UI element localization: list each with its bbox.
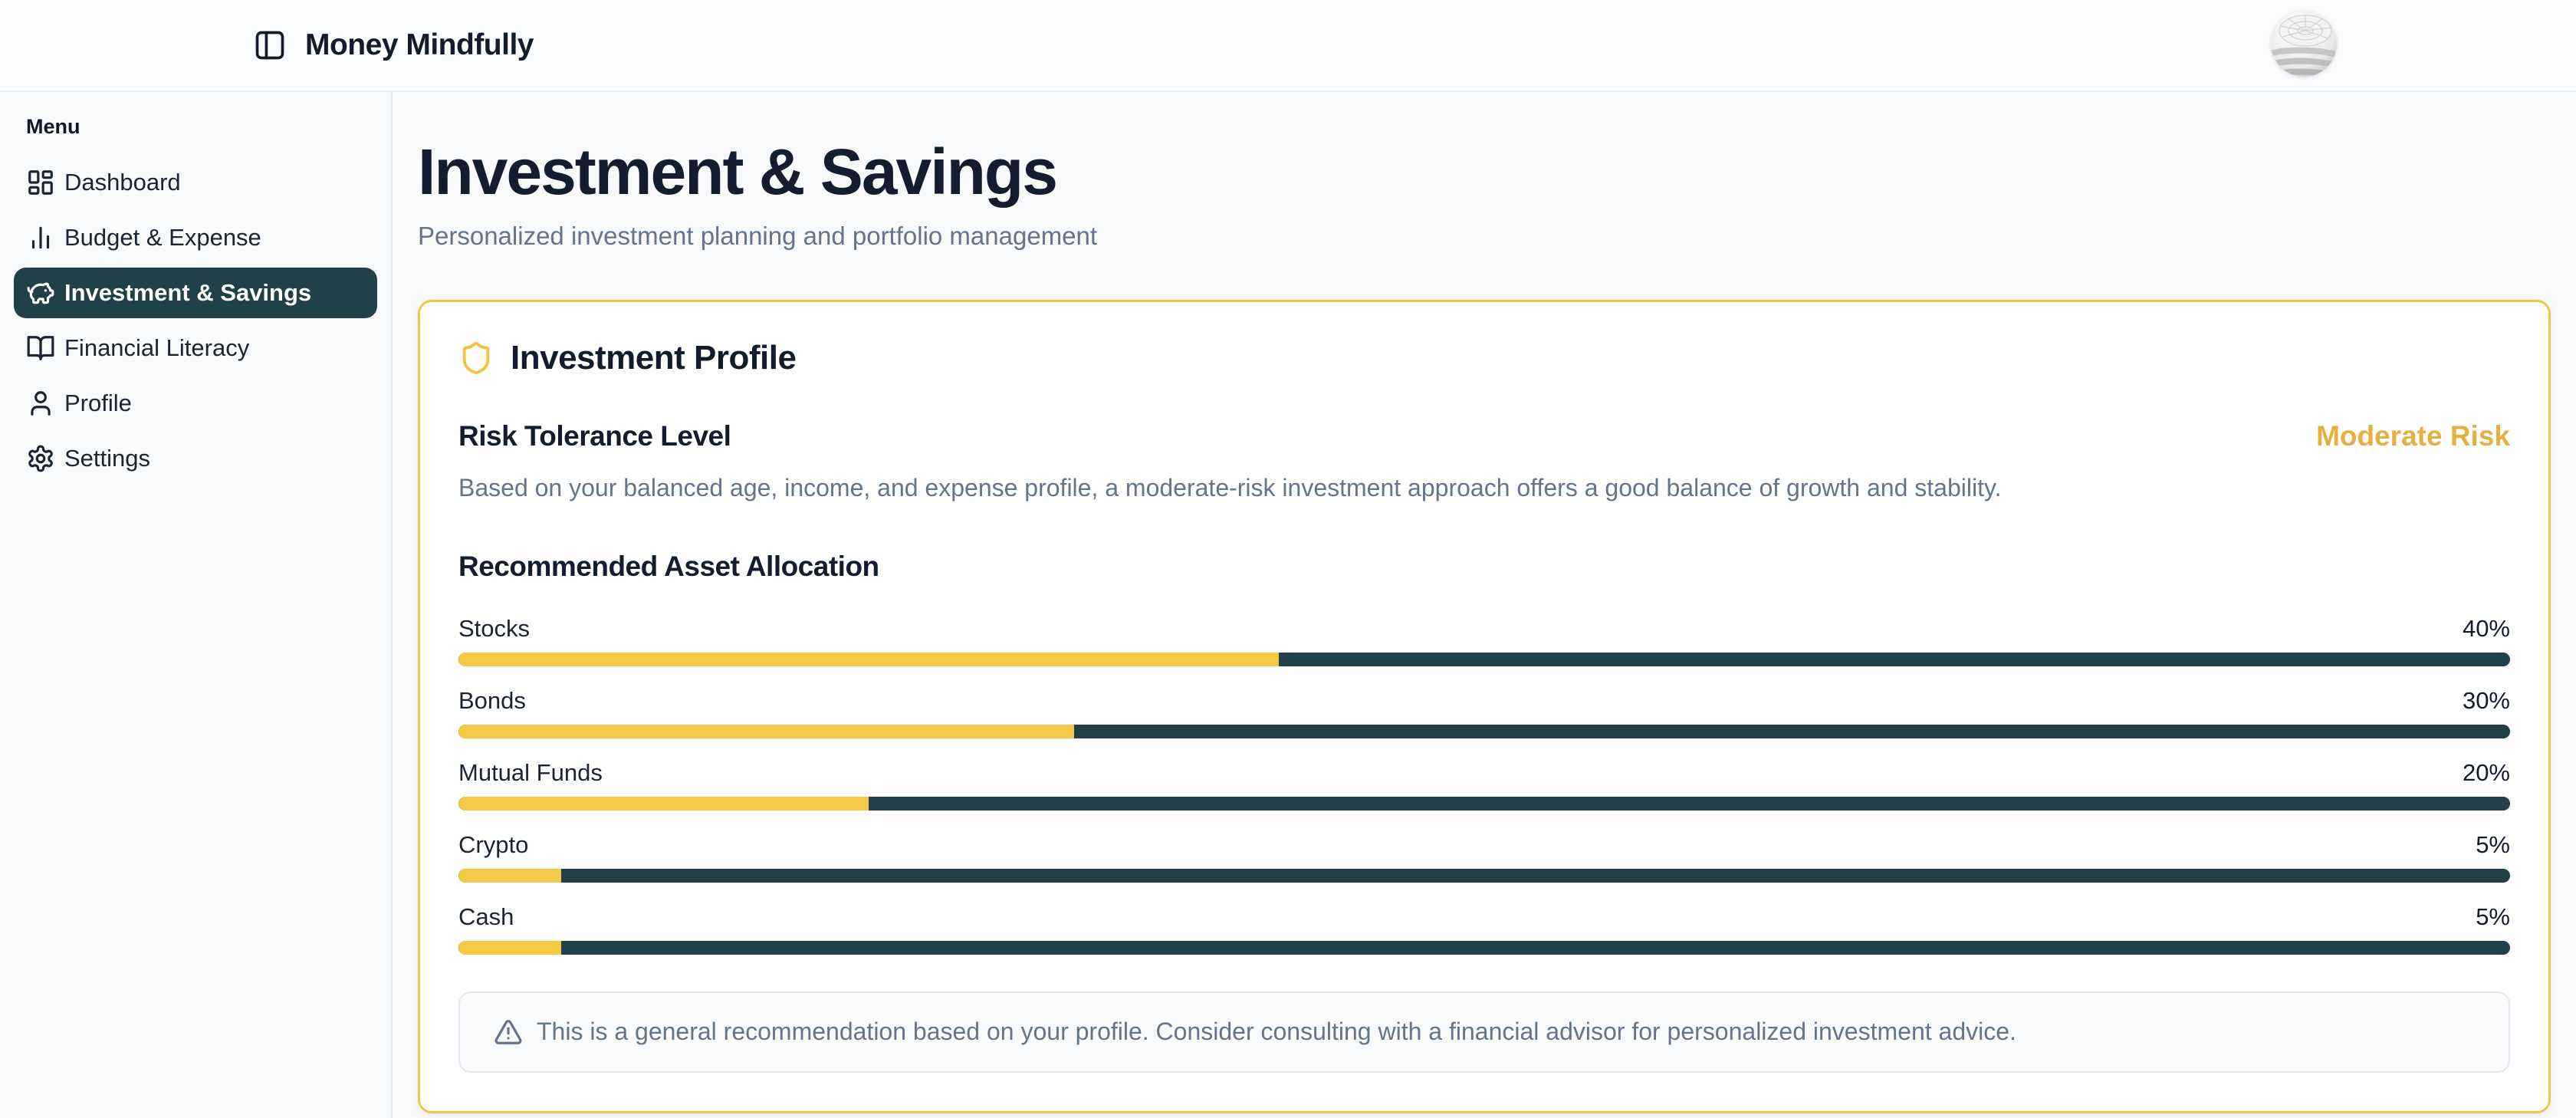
allocation-row-cash (458, 903, 2510, 955)
allocation-labels (458, 615, 2510, 643)
allocation-row-bonds (458, 687, 2510, 738)
sidebar-item-label: Budget & Expense (64, 224, 261, 251)
allocation-labels (458, 903, 2510, 931)
book-open-icon (26, 334, 55, 363)
avatar-image (2271, 11, 2337, 77)
allocation-bar-fill (458, 653, 1279, 666)
sidebar-item-label: Settings (64, 445, 151, 472)
allocation-bar-track (458, 797, 2510, 811)
sidebar-item-profile[interactable] (14, 378, 377, 429)
allocation-bar-fill (458, 725, 1074, 738)
sidebar-nav (14, 157, 377, 484)
sidebar-item-budget-expense[interactable] (14, 212, 377, 263)
sidebar-item-label: Dashboard (64, 169, 181, 196)
allocation-bar-fill (458, 941, 561, 955)
allocation-percent: 40% (2462, 614, 2510, 642)
sidebar-toggle-button[interactable] (248, 24, 291, 67)
page-title: Investment & Savings (418, 136, 1056, 208)
allocation-percent: 20% (2462, 758, 2510, 786)
dashboard-icon (26, 168, 55, 197)
allocation-bar-track (458, 869, 2510, 883)
card-header (458, 339, 2510, 377)
user-icon (26, 389, 55, 418)
sidebar-item-financial-literacy[interactable] (14, 323, 377, 373)
allocation-label: Stocks (458, 614, 531, 642)
allocation-row-stocks (458, 615, 2510, 666)
allocation-percent: 30% (2462, 686, 2510, 714)
risk-tolerance-row (458, 420, 2510, 452)
sidebar-item-label: Profile (64, 390, 132, 416)
shield-icon (458, 340, 494, 376)
panel-left-icon (253, 28, 287, 62)
allocation-row-crypto (458, 831, 2510, 883)
sidebar-item-investment-savings[interactable] (14, 268, 377, 318)
page-subtitle: Personalized investment planning and portfolio management (418, 222, 1098, 251)
risk-description: Based on your balanced age, income, and expense profile, a moderate-risk investment approach offers a good balance of growth and stability. (458, 474, 2002, 502)
disclaimer-text: This is a general recommendation based on your profile. Consider consulting with a financial advisor for personalized investment advice. (537, 1018, 2016, 1046)
bar-chart-icon (26, 223, 55, 252)
app-title: Money Mindfully (305, 28, 534, 61)
main-content (393, 92, 2576, 1118)
asset-allocation-heading: Recommended Asset Allocation (458, 550, 879, 582)
allocation-bar-track (458, 725, 2510, 738)
allocation-labels (458, 831, 2510, 859)
allocation-bar-fill (458, 869, 561, 883)
allocation-label: Crypto (458, 830, 529, 858)
avatar[interactable] (2271, 11, 2337, 77)
gear-icon (26, 444, 55, 473)
risk-tolerance-heading: Risk Tolerance Level (458, 420, 731, 452)
risk-level-badge: Moderate Risk (2316, 420, 2510, 452)
top-header (0, 0, 2576, 92)
allocation-bar-track (458, 941, 2510, 955)
piggy-bank-icon (26, 278, 55, 307)
card-title: Investment Profile (511, 339, 797, 377)
allocation-percent: 5% (2476, 903, 2510, 930)
investment-profile-card (418, 300, 2551, 1113)
allocation-label: Mutual Funds (458, 758, 603, 786)
sidebar-item-label: Financial Literacy (64, 334, 250, 361)
sidebar (0, 92, 393, 1118)
sidebar-item-dashboard[interactable] (14, 157, 377, 208)
sidebar-item-label: Investment & Savings (64, 279, 312, 306)
disclaimer-note (458, 991, 2510, 1073)
allocation-percent: 5% (2476, 830, 2510, 858)
allocation-label: Cash (458, 903, 514, 930)
sidebar-item-settings[interactable] (14, 433, 377, 484)
allocation-labels (458, 759, 2510, 787)
asset-allocation-list (458, 615, 2510, 955)
allocation-bar-track (458, 653, 2510, 666)
allocation-row-mutual-funds (458, 759, 2510, 811)
sidebar-section-label: Menu (26, 115, 80, 138)
allocation-label: Bonds (458, 686, 526, 714)
allocation-labels (458, 687, 2510, 715)
warning-triangle-icon (494, 1018, 523, 1047)
allocation-bar-fill (458, 797, 869, 811)
